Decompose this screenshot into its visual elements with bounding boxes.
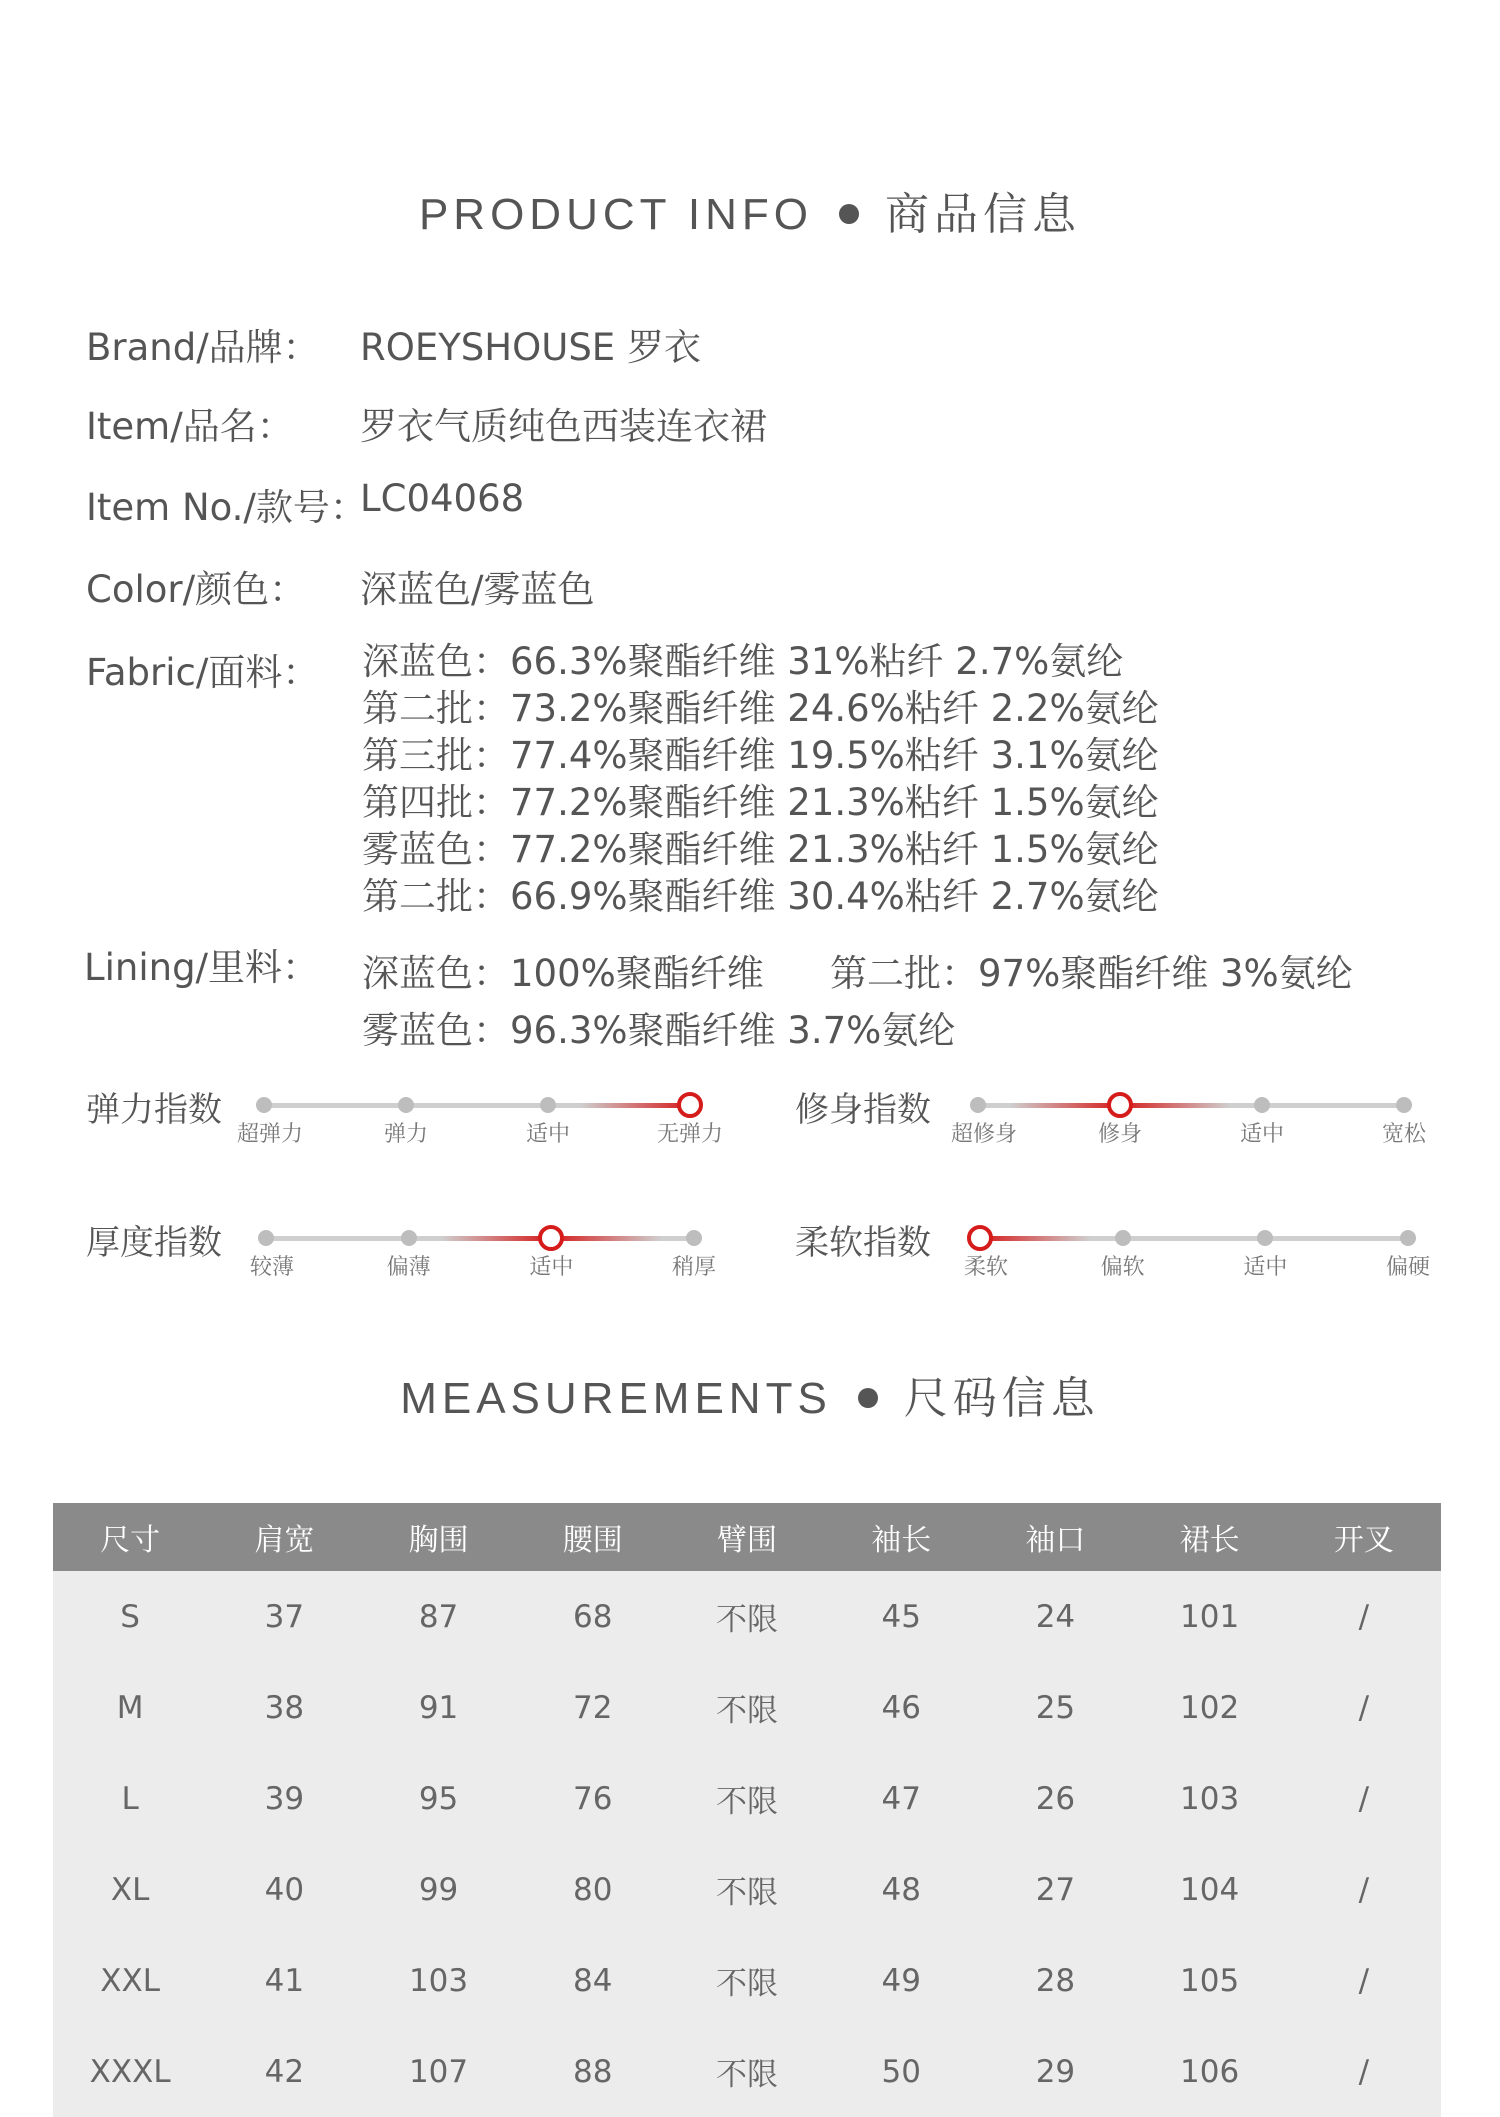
item-label: Item/品名： — [86, 405, 294, 448]
table-cell: 80 — [516, 1844, 670, 1935]
scale-tick-label: 超弹力 — [236, 1122, 304, 1147]
table-cell: XL — [53, 1844, 207, 1935]
table-cell: 105 — [1133, 1935, 1287, 2026]
table-row — [53, 2026, 1441, 2117]
table-cell: 103 — [1133, 1753, 1287, 1844]
table-cell: S — [53, 1571, 207, 1662]
column-header: 肩宽 — [207, 1503, 361, 1571]
scale-marker — [1400, 1230, 1416, 1246]
table-cell: 不限 — [670, 1844, 824, 1935]
table-cell: 101 — [1133, 1571, 1287, 1662]
product-info-heading — [0, 178, 1500, 242]
table-cell: 50 — [824, 2026, 978, 2117]
column-header: 尺寸 — [53, 1503, 207, 1571]
lining-line1a: 深蓝色：100%聚酯纤维 — [362, 952, 764, 995]
softness-scale — [963, 1236, 1431, 1280]
table-cell: 不限 — [670, 1753, 824, 1844]
column-header: 臂围 — [670, 1503, 824, 1571]
fabric-line: 第二批：73.2%聚酯纤维 24.6%粘纤 2.2%氨纶 — [362, 687, 1159, 730]
scale-marker — [398, 1097, 414, 1113]
scale-marker — [1115, 1230, 1131, 1246]
table-cell: 107 — [361, 2026, 515, 2117]
scale-marker — [258, 1230, 274, 1246]
scale-tick-label: 适中 — [529, 1255, 574, 1280]
table-cell: 104 — [1133, 1844, 1287, 1935]
table-cell: 72 — [516, 1662, 670, 1753]
fabric-list — [362, 638, 1159, 920]
table-cell: L — [53, 1753, 207, 1844]
scale-tick-label: 偏硬 — [1385, 1255, 1431, 1280]
table-cell: 99 — [361, 1844, 515, 1935]
column-header: 胸围 — [361, 1503, 515, 1571]
table-cell: 26 — [978, 1753, 1132, 1844]
table-cell: 87 — [361, 1571, 515, 1662]
table-cell: / — [1287, 1571, 1441, 1662]
softness-index-title: 柔软指数 — [795, 1223, 931, 1263]
fabric-line: 第三批：77.4%聚酯纤维 19.5%粘纤 3.1%氨纶 — [362, 734, 1159, 777]
table-cell: 25 — [978, 1662, 1132, 1753]
table-cell: 不限 — [670, 1571, 824, 1662]
column-header: 袖长 — [824, 1503, 978, 1571]
scale-highlight — [580, 1103, 690, 1108]
lining-line1b: 第二批：97%聚酯纤维 3%氨纶 — [830, 952, 1353, 995]
table-cell: M — [53, 1662, 207, 1753]
table-cell: / — [1287, 1662, 1441, 1753]
brand-label: Brand/品牌： — [86, 326, 320, 369]
heading-cn: 尺码信息 — [903, 1373, 1100, 1424]
column-header: 腰围 — [516, 1503, 670, 1571]
scale-marker — [686, 1230, 702, 1246]
table-cell: 39 — [207, 1753, 361, 1844]
table-cell: 49 — [824, 1935, 978, 2026]
table-cell: 不限 — [670, 1662, 824, 1753]
scale-tick-label: 偏软 — [1100, 1255, 1145, 1280]
table-row — [53, 1571, 1441, 1662]
table-cell: 76 — [516, 1753, 670, 1844]
item-no-label: Item No./款号： — [86, 486, 367, 529]
table-cell: XXL — [53, 1935, 207, 2026]
lining-label: Lining/里料： — [84, 946, 320, 989]
fabric-line: 深蓝色：66.3%聚酯纤维 31%粘纤 2.7%氨纶 — [362, 640, 1124, 683]
table-cell: 91 — [361, 1662, 515, 1753]
table-cell: 46 — [824, 1662, 978, 1753]
table-cell: 28 — [978, 1935, 1132, 2026]
table-cell: 38 — [207, 1662, 361, 1753]
scale-marker — [970, 1097, 986, 1113]
scale-marker — [1254, 1097, 1270, 1113]
scale-marker-selected — [1107, 1092, 1133, 1118]
table-cell: 不限 — [670, 2026, 824, 2117]
bullet-dot-icon — [839, 204, 859, 224]
item-value: 罗衣气质纯色西装连衣裙 — [360, 405, 767, 448]
thickness-index-title: 厚度指数 — [86, 1223, 222, 1263]
fit-index-title: 修身指数 — [795, 1090, 931, 1130]
scale-tick-label: 超修身 — [950, 1122, 1018, 1147]
fabric-line: 雾蓝色：77.2%聚酯纤维 21.3%粘纤 1.5%氨纶 — [362, 828, 1159, 871]
measurements-heading — [0, 1362, 1500, 1426]
table-row — [53, 1935, 1441, 2026]
table-cell: / — [1287, 1935, 1441, 2026]
bullet-dot-icon — [858, 1388, 878, 1408]
fabric-label: Fabric/面料： — [86, 651, 320, 694]
scale-marker-selected — [677, 1092, 703, 1118]
scale-tick-label: 适中 — [1239, 1122, 1285, 1147]
scale-tick-label: 无弹力 — [656, 1122, 724, 1147]
scale-tick-label: 偏薄 — [386, 1255, 431, 1280]
table-cell: / — [1287, 2026, 1441, 2117]
scale-tick-label: 弹力 — [383, 1122, 429, 1147]
column-header: 开叉 — [1287, 1503, 1441, 1571]
table-cell: / — [1287, 1753, 1441, 1844]
table-cell: 48 — [824, 1844, 978, 1935]
scale-marker-selected — [967, 1225, 993, 1251]
table-cell: 88 — [516, 2026, 670, 2117]
heading-cn: 商品信息 — [885, 189, 1082, 240]
scale-tick-label: 宽松 — [1381, 1122, 1427, 1147]
heading-en: MEASUREMENTS — [400, 1374, 832, 1423]
fabric-line: 第四批：77.2%聚酯纤维 21.3%粘纤 1.5%氨纶 — [362, 781, 1159, 824]
table-cell: 45 — [824, 1571, 978, 1662]
table-row — [53, 1844, 1441, 1935]
table-cell: 102 — [1133, 1662, 1287, 1753]
scale-highlight — [980, 1236, 1090, 1241]
scale-marker-selected — [538, 1225, 564, 1251]
item-no-value: LC04068 — [360, 477, 525, 520]
table-cell: 37 — [207, 1571, 361, 1662]
fabric-line: 第二批：66.9%聚酯纤维 30.4%粘纤 2.7%氨纶 — [362, 875, 1159, 918]
elasticity-index-title: 弹力指数 — [86, 1090, 222, 1130]
table-header-row — [53, 1503, 1441, 1571]
scale-marker — [256, 1097, 272, 1113]
table-row — [53, 1753, 1441, 1844]
table-cell: XXXL — [53, 2026, 207, 2117]
measurements-table — [53, 1503, 1441, 2117]
table-row — [53, 1662, 1441, 1753]
scale-tick-label: 柔软 — [963, 1255, 1009, 1280]
column-header: 裙长 — [1133, 1503, 1287, 1571]
table-cell: 84 — [516, 1935, 670, 2026]
lining-line2: 雾蓝色：96.3%聚酯纤维 3.7%氨纶 — [362, 1009, 956, 1052]
scale-marker — [1257, 1230, 1273, 1246]
scale-marker — [1396, 1097, 1412, 1113]
column-header: 袖口 — [978, 1503, 1132, 1571]
color-label: Color/颜色： — [86, 568, 307, 611]
color-value: 深蓝色/雾蓝色 — [360, 568, 595, 611]
table-cell: / — [1287, 1844, 1441, 1935]
table-cell: 41 — [207, 1935, 361, 2026]
table-cell: 47 — [824, 1753, 978, 1844]
scale-marker — [401, 1230, 417, 1246]
table-cell: 27 — [978, 1844, 1132, 1935]
scale-tick-label: 适中 — [525, 1122, 571, 1147]
scale-tick-label: 修身 — [1097, 1122, 1143, 1147]
table-cell: 40 — [207, 1844, 361, 1935]
table-cell: 106 — [1133, 2026, 1287, 2117]
scale-tick-label: 适中 — [1243, 1255, 1288, 1280]
fit-scale — [950, 1103, 1427, 1147]
table-cell: 95 — [361, 1753, 515, 1844]
brand-value: ROEYSHOUSE 罗衣 — [360, 326, 701, 369]
table-cell: 不限 — [670, 1935, 824, 2026]
scale-tick-label: 较薄 — [249, 1255, 295, 1280]
table-cell: 24 — [978, 1571, 1132, 1662]
table-cell: 42 — [207, 2026, 361, 2117]
scale-marker — [540, 1097, 556, 1113]
table-cell: 68 — [516, 1571, 670, 1662]
table-cell: 103 — [361, 1935, 515, 2026]
elasticity-scale — [236, 1103, 724, 1147]
heading-en: PRODUCT INFO — [418, 190, 814, 239]
table-cell: 29 — [978, 2026, 1132, 2117]
thickness-scale — [249, 1236, 717, 1280]
scale-tick-label: 稍厚 — [671, 1255, 717, 1280]
